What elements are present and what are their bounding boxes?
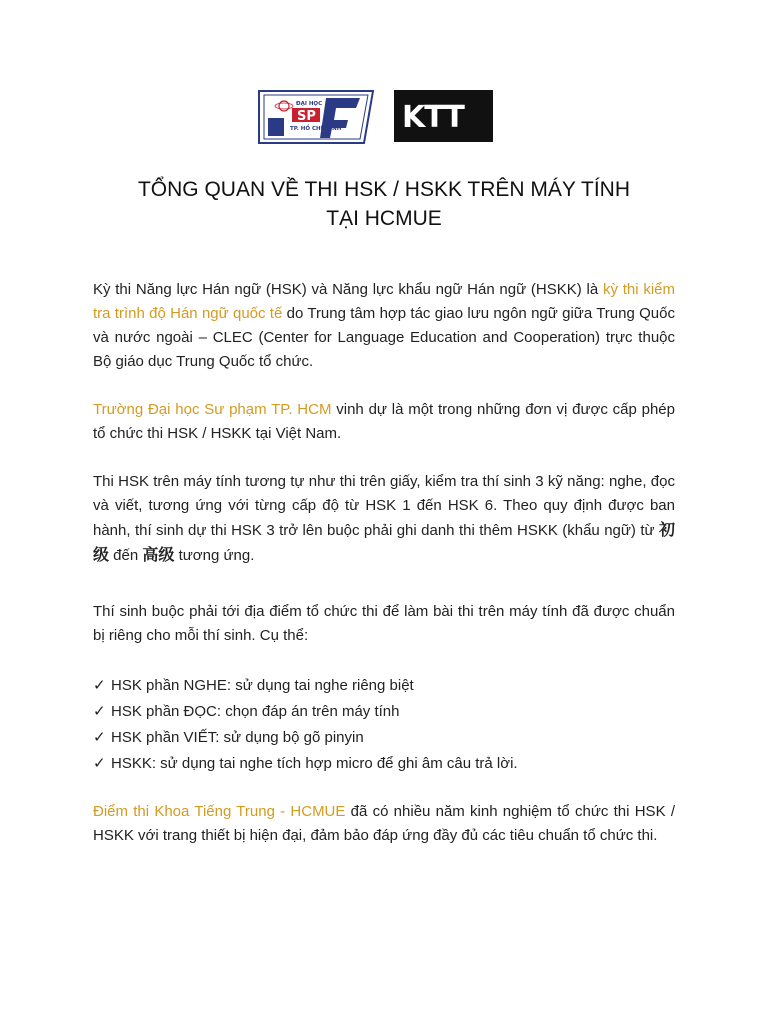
intro-text-before: Kỳ thi Năng lực Hán ngữ (HSK) và Năng lực khẩu ngữ Hán ngữ (HSKK) là	[93, 281, 603, 298]
exam-text-before: Thi HSK trên máy tính tương tự như thi trên giấy, kiểm tra thí sinh 3 kỹ năng: nghe, đọc và viết, tương ứng với từng cấp độ từ HSK 1 đến HSK 6. Theo quy định được ban hành, thí sinh dự thi HSK 3 trở lên buộc phải ghi danh thi thêm HSKK (khẩu ngữ) từ	[93, 473, 675, 539]
sp-logo-bottom-text: TP. HỒ CHÍ MINH	[290, 126, 342, 132]
chinese-level-advanced: 高级	[142, 545, 175, 564]
exam-text-mid: đến	[109, 547, 143, 564]
list-item-text: HSK phần NGHE: sử dụng tai nghe riêng biệt	[111, 677, 414, 694]
logo-bar	[0, 86, 768, 148]
sp-logo-main-text: SP	[297, 109, 316, 124]
intro-paragraph	[93, 278, 675, 374]
list-item	[93, 751, 675, 777]
list-item	[93, 725, 675, 751]
list-item-text: HSKK: sử dụng tai nghe tích hợp micro để ghi âm câu trả lời.	[111, 755, 518, 772]
test-center-text-after: đã có nhiều năm kinh nghiệm tổ chức thi HSK / HSKK với trang thiết bị hiện đại, đảm bảo đáp ứng đầy đủ các tiêu chuẩn tổ chức thi.	[93, 803, 675, 844]
ktt-logo	[394, 90, 493, 142]
university-text-after: vinh dự là một trong những đơn vị được cấp phép tổ chức thi HSK / HSKK tại Việt Nam.	[93, 401, 675, 442]
checkmark-icon: ✓	[93, 677, 106, 694]
title-line-2: TẠI HCMUE	[326, 207, 442, 230]
checkmark-icon: ✓	[93, 729, 106, 746]
requirement-text: Thí sinh buộc phải tới địa điểm tổ chức thi để làm bài thi trên máy tính đã được chuẩn bị riêng cho mỗi thí sinh. Cụ thể:	[93, 603, 675, 644]
university-highlight: Trường Đại học Sư phạm TP. HCM	[93, 401, 332, 418]
list-item-text: HSK phần ĐỌC: chọn đáp án trên máy tính	[111, 703, 400, 720]
chinese-level-beginner: 初级	[93, 520, 675, 564]
page-title	[0, 175, 768, 233]
intro-highlight: kỳ thi kiểm tra trình độ Hán ngữ quốc tế	[93, 281, 675, 322]
checkmark-icon: ✓	[93, 755, 106, 772]
exam-parts-checklist	[93, 673, 675, 777]
requirement-paragraph	[93, 600, 675, 648]
exam-description-paragraph	[93, 470, 675, 568]
title-line-1: TỔNG QUAN VỀ THI HSK / HSKK TRÊN MÁY TÍNH	[137, 178, 631, 201]
checkmark-icon: ✓	[93, 703, 106, 720]
test-center-paragraph	[93, 800, 675, 848]
sp-logo-top-text: ĐẠI HỌC	[296, 101, 323, 107]
exam-text-after: tương ứng.	[174, 547, 255, 564]
list-item	[93, 673, 675, 699]
ktt-logo-text: KTT	[402, 100, 464, 135]
intro-text-after: do Trung tâm hợp tác giao lưu ngôn ngữ giữa Trung Quốc và nước ngoài – CLEC (Center for Language Education and Cooperation) trực thuộc Bộ giáo dục Trung Quốc tổ chức.	[93, 305, 675, 370]
test-center-highlight: Điểm thi Khoa Tiếng Trung - HCMUE	[93, 803, 346, 820]
university-paragraph	[93, 398, 675, 446]
list-item	[93, 699, 675, 725]
hcmue-sp-logo	[256, 88, 376, 146]
list-item-text: HSK phần VIẾT: sử dụng bộ gõ pinyin	[111, 729, 364, 746]
